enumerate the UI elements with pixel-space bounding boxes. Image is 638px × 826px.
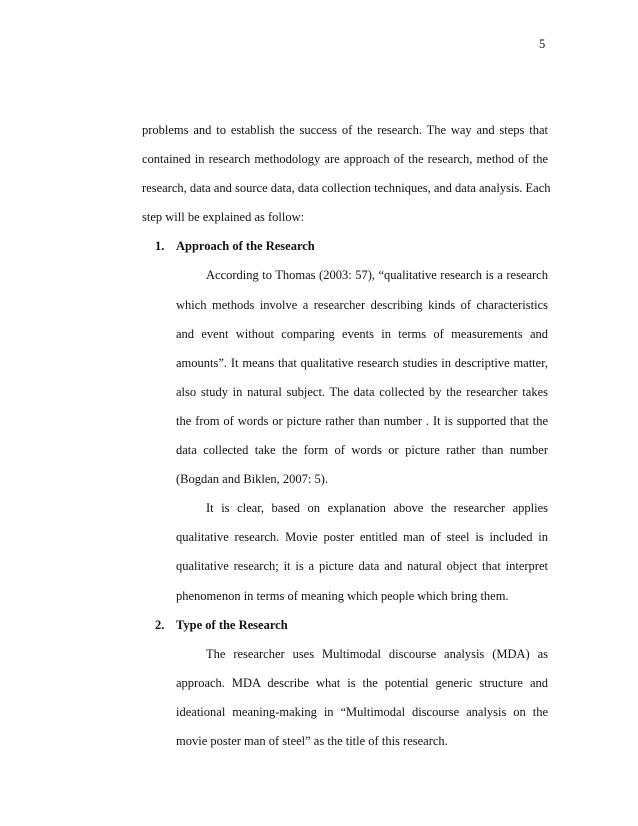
- text-line: ideational meaning-making in “Multimodal discourse analysis on the: [176, 704, 548, 719]
- text-line: problems and to establish the success of the research. The way and steps that: [142, 123, 548, 137]
- text-line: approach. MDA describe what is the potential generic structure and: [176, 675, 548, 690]
- text-line: data collected take the form of words or picture rather than number: [176, 443, 548, 458]
- document-body: [142, 116, 551, 756]
- text-line: amounts”. It means that qualitative research studies in descriptive matter,: [176, 355, 548, 370]
- section-number: 2.: [155, 617, 165, 632]
- section-approach: [142, 232, 548, 610]
- text-line: qualitative research; it is a picture data and natural object that interpret: [176, 559, 548, 574]
- section-type: [142, 611, 548, 756]
- text-line: movie poster man of steel” as the title of this research.: [176, 733, 448, 748]
- text-line: which methods involve a researcher describing kinds of characteristics: [176, 297, 548, 312]
- paragraph: [176, 494, 548, 610]
- text-line: It is clear, based on explanation above the researcher applies: [206, 501, 548, 516]
- text-line: According to Thomas (2003: 57), “qualitative research is a research: [206, 268, 548, 283]
- text-line: phenomenon in terms of meaning which people which bring them.: [176, 588, 509, 603]
- section-body: [142, 640, 548, 756]
- text-line: the from of words or picture rather than number . It is supported that the: [176, 413, 548, 428]
- section-number: 1.: [155, 239, 165, 254]
- paragraph: [176, 261, 548, 494]
- section-body: [142, 261, 548, 610]
- section-title: Type of the Research: [176, 617, 288, 632]
- page-number: 5: [539, 37, 546, 51]
- section-heading: [142, 611, 548, 640]
- text-line: and event without comparing events in terms of measurements and: [176, 326, 548, 341]
- text-line: also study in natural subject. The data collected by the researcher takes: [176, 384, 548, 399]
- text-line: contained in research methodology are approach of the research, method of the: [142, 152, 548, 167]
- text-line: The researcher uses Multimodal discourse analysis (MDA) as: [206, 646, 548, 661]
- text-line: step will be explained as follow:: [142, 210, 305, 225]
- text-line: (Bogdan and Biklen, 2007: 5).: [176, 472, 329, 487]
- text-line: qualitative research. Movie poster entitled man of steel is included in: [176, 530, 548, 545]
- section-title: Approach of the Research: [176, 239, 315, 254]
- section-heading: [142, 232, 548, 261]
- intro-paragraph: [142, 116, 551, 232]
- text-line: research, data and source data, data collection techniques, and data analysis. Each: [142, 181, 551, 196]
- paragraph: [176, 640, 548, 756]
